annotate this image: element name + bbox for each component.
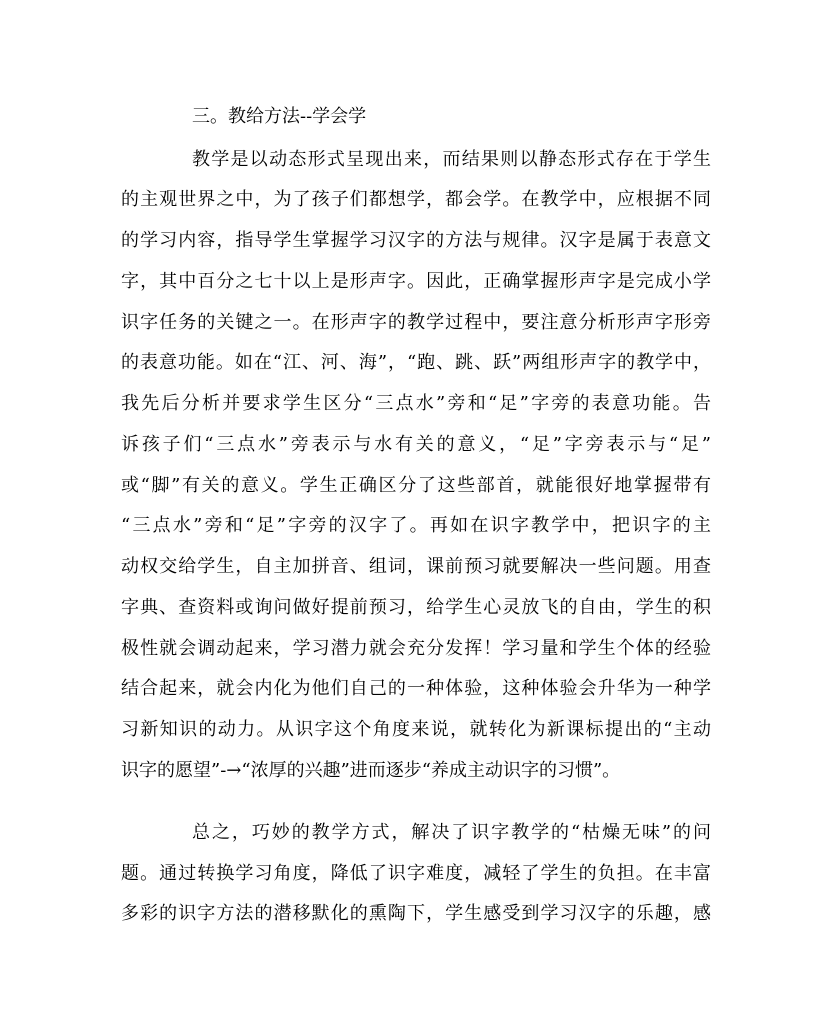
paragraph-line: 的主观世界之中，为了孩子们都想学，都会学。在教学中，应根据不同 — [121, 189, 711, 210]
paragraph-line: 或“脚”有关的意义。学生正确区分了这些部首，就能很好地掌握带有 — [121, 475, 711, 496]
paragraph-line: “三点水”旁和“足”字旁的汉字了。再如在识字教学中，把识字的主 — [121, 515, 711, 536]
paragraph-line: 多彩的识字方法的潜移默化的熏陶下，学生感受到学习汉字的乐趣，感 — [121, 903, 711, 924]
paragraph-line: 教学是以动态形式呈现出来，而结果则以静态形式存在于学生 — [192, 149, 711, 170]
section-heading: 三。教给方法--学会学 — [192, 106, 367, 127]
paragraph-line: 动权交给学生，自主加拼音、组词，课前预习就要解决一些问题。用查 — [121, 556, 711, 577]
paragraph-line: 结合起来，就会内化为他们自己的一种体验，这种体验会升华为一种学 — [121, 678, 711, 699]
paragraph-line: 的学习内容，指导学生掌握学习汉字的方法与规律。汉字是属于表意文 — [121, 230, 711, 251]
paragraph-line: 题。通过转换学习角度，降低了识字难度，减轻了学生的负担。在丰富 — [121, 863, 711, 884]
paragraph-line: 的表意功能。如在“江、河、海”，“跑、跳、跃”两组形声字的教学中， — [121, 352, 711, 373]
paragraph-line: 识字的愿望”-→“浓厚的兴趣”进而逐步“养成主动识字的习惯”。 — [121, 760, 621, 781]
paragraph-line: 极性就会调动起来，学习潜力就会充分发挥！学习量和学生个体的经验 — [121, 638, 711, 659]
paragraph-line: 字典、查资料或询问做好提前预习，给学生心灵放飞的自由，学生的积 — [121, 597, 711, 618]
paragraph-line: 字，其中百分之七十以上是形声字。因此，正确掌握形声字是完成小学 — [121, 271, 711, 292]
paragraph-line: 诉孩子们“三点水”旁表示与水有关的意义，“足”字旁表示与“足” — [121, 434, 711, 455]
paragraph-line: 习新知识的动力。从识字这个角度来说，就转化为新课标提出的“主动 — [121, 719, 711, 740]
paragraph-line: 识字任务的关键之一。在形声字的教学过程中，要注意分析形声字形旁 — [121, 312, 711, 333]
paragraph-line: 总之，巧妙的教学方式，解决了识字教学的“枯燥无味”的问 — [192, 822, 711, 843]
paragraph-line: 我先后分析并要求学生区分“三点水”旁和“足”字旁的表意功能。告 — [121, 393, 711, 414]
